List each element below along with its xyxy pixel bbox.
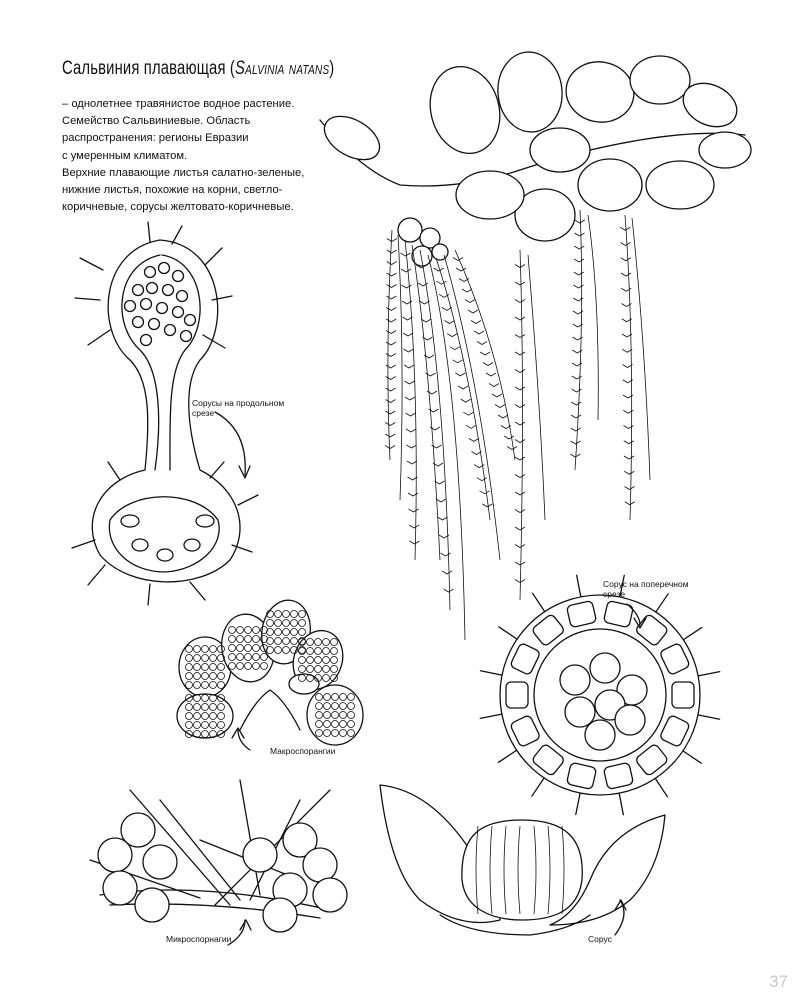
microsporangium — [263, 898, 297, 932]
title-latin-name: Salvinia natans — [235, 58, 330, 79]
root-hair — [492, 394, 502, 397]
spine-line — [655, 778, 667, 796]
description-line: – однолетнее травянистое водное растение. — [62, 98, 295, 110]
root-hair — [515, 457, 525, 460]
root-hair — [386, 331, 396, 334]
spine-line — [499, 627, 517, 639]
root-hair — [403, 333, 413, 336]
microsporangium — [135, 888, 169, 922]
root-hair — [405, 397, 415, 400]
inner-sporangium — [565, 697, 595, 727]
spine-line — [698, 672, 720, 676]
inner-sporangium — [590, 653, 620, 683]
root-hair — [386, 377, 396, 380]
spine-line — [533, 593, 545, 611]
root-hair — [486, 373, 496, 376]
root-hair — [515, 527, 525, 530]
root-hair — [453, 360, 463, 363]
microsporangium — [103, 871, 137, 905]
spore-ball — [125, 301, 136, 312]
spine-line — [75, 298, 100, 300]
root-hair — [574, 246, 584, 249]
spore-ball — [173, 307, 184, 318]
root-hair — [387, 262, 397, 265]
root-hair — [387, 250, 397, 253]
root-hair — [421, 319, 431, 322]
description-line: Семейство Сальвиниевые. Область — [62, 115, 251, 128]
inner-sporangium — [585, 720, 615, 750]
root-hair — [407, 461, 417, 464]
root-hair — [385, 446, 395, 449]
root-hair — [480, 491, 490, 494]
spore-ball — [133, 285, 144, 296]
spore-ball — [157, 303, 168, 314]
root-hair — [515, 475, 525, 478]
spore-ball — [149, 319, 160, 330]
stalk — [130, 790, 230, 905]
root-hair — [468, 310, 478, 313]
inner-sporangium — [560, 665, 590, 695]
spine-line — [88, 330, 110, 345]
root-hair — [515, 317, 525, 320]
root-hair — [489, 384, 499, 387]
root-hair — [420, 301, 430, 304]
description-line: с умеренным климатом. — [62, 149, 188, 162]
root-hair — [436, 499, 446, 502]
spine-line — [172, 226, 182, 244]
spine-line — [210, 462, 224, 478]
root-hair — [386, 342, 396, 345]
root-hair — [387, 273, 397, 276]
root-hair — [405, 381, 415, 384]
root-hair — [574, 259, 584, 262]
root-hair — [434, 268, 444, 271]
spine-line — [480, 714, 502, 718]
root-hair — [624, 456, 634, 459]
microsporangium — [303, 848, 337, 882]
root-hair — [465, 300, 475, 303]
root-hair — [624, 441, 634, 444]
root-hair — [624, 471, 634, 474]
root-hair — [469, 438, 479, 441]
spore-ball — [165, 325, 176, 336]
spine-line — [190, 582, 205, 600]
root-hair — [620, 227, 630, 230]
spine-line — [148, 584, 150, 605]
root-hair — [461, 399, 471, 402]
root-hair — [483, 363, 493, 366]
root-hair — [474, 331, 484, 334]
root-hair — [453, 258, 463, 261]
root-hair — [385, 423, 395, 426]
spore-ball — [185, 315, 196, 326]
root-hair — [571, 415, 581, 418]
root-hair — [515, 545, 525, 548]
root-hair — [621, 288, 631, 291]
title-prefix: Сальвиния плавающая ( — [62, 58, 236, 79]
root-hair — [407, 445, 417, 448]
root-hair — [621, 243, 631, 246]
root-hair — [571, 441, 581, 444]
spine-line — [683, 628, 701, 640]
spine-line — [683, 751, 701, 763]
root-hair — [387, 285, 397, 288]
spore-ball — [141, 299, 152, 310]
root-hair — [466, 425, 476, 428]
spine-line — [205, 248, 222, 265]
root-hair — [482, 504, 492, 507]
spine-line — [148, 222, 150, 242]
root-hair — [472, 452, 482, 455]
microsporangia-drawing — [90, 780, 347, 945]
page-number: 37 — [769, 972, 788, 991]
spore-ball — [173, 271, 184, 282]
root-hair — [515, 300, 525, 303]
label-macrosporangia: Макроспорангии — [270, 746, 336, 756]
root-hair — [515, 335, 525, 338]
root-hair — [621, 273, 631, 276]
root-hair — [458, 386, 468, 389]
spine-line — [88, 565, 105, 585]
root-hair — [427, 391, 437, 394]
label-sorus-cross-section — [603, 579, 689, 599]
label-line: Сорус на поперечном — [603, 579, 689, 589]
root-hair — [386, 354, 396, 357]
microsporangium — [98, 838, 132, 872]
microsporangium — [243, 838, 277, 872]
root-hair — [477, 478, 487, 481]
root-hair — [507, 447, 517, 450]
root-hair — [515, 370, 525, 373]
root-hair — [495, 405, 505, 408]
root-hair — [621, 258, 631, 261]
root-hair — [515, 422, 525, 425]
root-hair — [387, 239, 397, 242]
root-hair — [515, 265, 525, 268]
root-hair — [409, 509, 419, 512]
spine-line — [698, 715, 720, 719]
spine-line — [619, 793, 623, 815]
root-hair — [385, 434, 395, 437]
root-hair — [442, 307, 452, 310]
root-hair — [402, 285, 412, 288]
root-hair — [515, 405, 525, 408]
label-sorus: Сорус — [588, 934, 612, 944]
root-hair — [450, 347, 460, 350]
spore-ball — [133, 317, 144, 328]
description-line: распространения: регионы Евразии — [62, 132, 249, 145]
spine-line — [72, 540, 95, 548]
root-hair — [575, 220, 585, 223]
microsporangium — [313, 878, 347, 912]
macrosporangia-drawing — [177, 596, 363, 750]
spore-ball — [141, 335, 152, 346]
root-hair — [515, 492, 525, 495]
root-hair — [515, 562, 525, 565]
sorus-cross-section-drawing — [480, 575, 719, 814]
root-hair — [438, 517, 448, 520]
spore-ball — [181, 331, 192, 342]
root-hair — [444, 589, 454, 592]
root-hair — [480, 352, 490, 355]
root-hair — [515, 510, 525, 513]
root-hair — [574, 272, 584, 275]
root-hair — [571, 402, 581, 405]
root-hair — [436, 281, 446, 284]
spine-line — [108, 462, 120, 480]
spine-line — [576, 793, 580, 815]
root-hair — [403, 317, 413, 320]
description-line: коричневые, сорусы желтовато-коричневые. — [62, 201, 294, 214]
root-hair — [515, 282, 525, 285]
root-hair — [386, 308, 396, 311]
spore-ball — [163, 285, 174, 296]
root-hair — [445, 321, 455, 324]
spine-line — [480, 671, 502, 675]
label-microsporangia: Микроспорнагии — [166, 934, 232, 944]
spine-line — [212, 296, 232, 300]
description-line: Верхние плавающие листья салатно-зеленые, — [62, 166, 305, 179]
root-hair — [471, 321, 481, 324]
root-hair — [570, 454, 580, 457]
root-hair — [463, 412, 473, 415]
root-hair — [515, 440, 525, 443]
spine-line — [80, 258, 103, 270]
microsporangium — [143, 845, 177, 879]
spine-line — [498, 750, 516, 762]
root-hair — [441, 553, 451, 556]
spine-line — [532, 778, 544, 796]
root-hair — [625, 487, 635, 490]
root-hair — [572, 389, 582, 392]
root-hair — [498, 415, 508, 418]
label-line: срезе — [603, 589, 626, 599]
label-line: срезе — [192, 408, 215, 418]
spore-ball — [159, 263, 170, 274]
root-hair — [386, 388, 396, 391]
root-hair — [386, 400, 396, 403]
root-hair — [406, 429, 416, 432]
root-hair — [462, 289, 472, 292]
inner-sporangium — [615, 705, 645, 735]
root-hair — [447, 334, 457, 337]
root-hair — [515, 352, 525, 355]
spore-ball — [177, 291, 188, 302]
spine-line — [238, 495, 258, 505]
title-suffix: ) — [329, 58, 335, 79]
root-hair — [386, 296, 396, 299]
root-hair — [409, 525, 419, 528]
root-hair — [455, 373, 465, 376]
root-hair — [401, 253, 411, 256]
label-line: Сорусы на продольном — [192, 398, 285, 408]
root-hair — [410, 541, 420, 544]
root-hair — [515, 580, 525, 583]
root-hair — [404, 365, 414, 368]
root-hair — [406, 413, 416, 416]
root-hair — [477, 342, 487, 345]
label-sori-longitudinal — [192, 398, 284, 418]
root-hair — [625, 502, 635, 505]
spine-line — [577, 575, 581, 597]
root-hair — [515, 387, 525, 390]
root-hair — [575, 233, 585, 236]
spore-ball — [147, 283, 158, 294]
spore-ball — [145, 267, 156, 278]
root-hair — [386, 319, 396, 322]
root-hair — [442, 571, 452, 574]
root-hair — [401, 269, 411, 272]
root-hair — [504, 436, 514, 439]
root-hair — [429, 409, 439, 412]
root-hair — [571, 428, 581, 431]
root-hair — [404, 349, 414, 352]
description-line: нижние листья, похожие на корни, светло- — [62, 184, 283, 197]
salvinia-plant-drawing — [317, 49, 751, 640]
root-hair — [386, 365, 396, 368]
root-hair — [385, 411, 395, 414]
root-hair — [456, 268, 466, 271]
